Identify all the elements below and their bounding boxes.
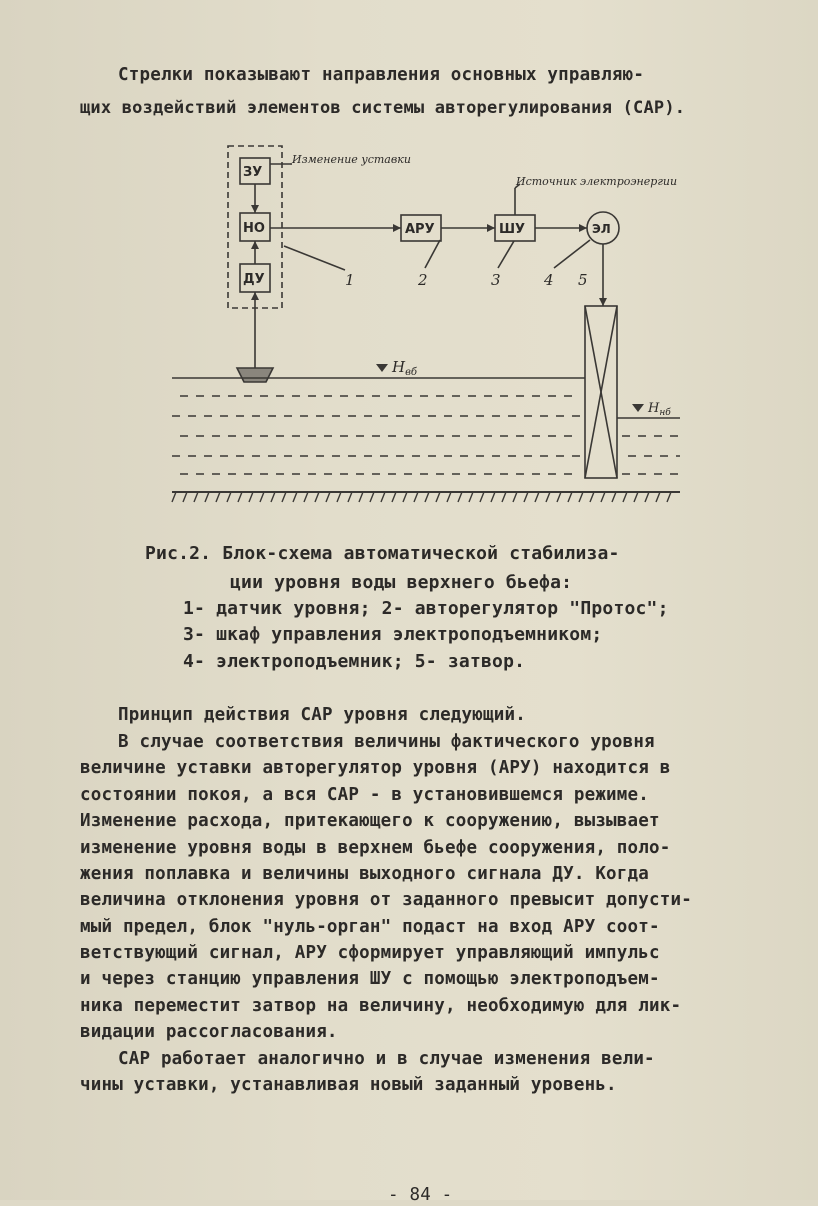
zu-label: ЗУ [243, 165, 263, 180]
ground-hatch-mark [623, 492, 627, 502]
ground-hatch-mark [392, 492, 396, 502]
ground-hatch-mark [513, 492, 517, 502]
ground-hatch-mark [656, 492, 660, 502]
page-number: - 84 - [388, 1185, 453, 1205]
ground-hatch-mark [579, 492, 583, 502]
caption-line-3: 1- датчик уровня; 2- авторегулятор "Протос"; [183, 598, 669, 619]
ground-hatch-mark [546, 492, 550, 502]
body-line-8: мый предел, блок "нуль-орган" подаст на вход АРУ соот- [80, 917, 660, 937]
ground-hatch-mark [216, 492, 220, 502]
float [237, 368, 273, 382]
ground-hatch-mark [227, 492, 231, 502]
ground-hatch-mark [183, 492, 187, 502]
el-label: ЭЛ [592, 222, 611, 236]
callout-2: 2 [418, 271, 428, 289]
callout-5: 5 [578, 271, 588, 289]
body-line-10: и через станцию управления ШУ с помощью электроподъем- [80, 969, 660, 989]
du-label: ДУ [243, 272, 265, 287]
callout-4: 4 [544, 271, 554, 289]
body-line-2: величине уставки авторегулятор уровня (АРУ) находится в [80, 758, 671, 778]
callout-1: 1 [345, 271, 355, 289]
caption-line-4: 3- шкаф управления электроподъемником; [183, 624, 603, 645]
ground-hatch-mark [447, 492, 451, 502]
ground-hatch-mark [370, 492, 374, 502]
body-line-13: САР работает аналогично и в случае изменения вели- [118, 1049, 655, 1069]
body-line-5: изменение уровня воды в верхнем бьефе сооружения, поло- [80, 838, 671, 858]
ground-hatch-mark [590, 492, 594, 502]
ground-hatch-mark [480, 492, 484, 502]
upper-level-label: $Н_{вб}$ [392, 358, 418, 378]
ground-hatch-mark [601, 492, 605, 502]
caption-line-1: Рис.2. Блок-схема автоматической стабилиза- [145, 543, 620, 564]
no-label: НО [243, 221, 265, 236]
ground-hatch-mark [326, 492, 330, 502]
ground-hatch-mark [381, 492, 385, 502]
ground-hatch-mark [348, 492, 352, 502]
ground-hatch-mark [535, 492, 539, 502]
ground-hatch-mark [469, 492, 473, 502]
ground-hatch-mark [293, 492, 297, 502]
callout-3: 3 [491, 271, 501, 289]
ground-hatch-mark [304, 492, 308, 502]
ground-hatch-mark [260, 492, 264, 502]
ground-hatch-mark [359, 492, 363, 502]
body-line-7: величина отклонения уровня от заданного превысит допусти- [80, 890, 692, 910]
body-line-9: ветствующий сигнал, АРУ сформирует управляющий импульс [80, 943, 660, 963]
body-line-11: ника переместит затвор на величину, необходимую для лик- [80, 996, 682, 1016]
ground-hatch-mark [414, 492, 418, 502]
ground-hatch-mark [634, 492, 638, 502]
caption-line-5: 4- электроподъемник; 5- затвор. [183, 651, 526, 672]
ground-hatch-mark [282, 492, 286, 502]
ground-hatch-mark [502, 492, 506, 502]
body-line-3: состоянии покоя, а вся САР - в установившемся режиме. [80, 785, 650, 805]
lower-level-label: $Н_{нб}$ [648, 401, 671, 418]
ground-hatch-mark [205, 492, 209, 502]
ground-hatch-mark [194, 492, 198, 502]
ground-hatch-mark [645, 492, 649, 502]
power-annotation: Источник электроэнергии [516, 175, 678, 188]
intro-line-1: Стрелки показывают направления основных управляю- [118, 65, 645, 85]
aru-label: АРУ [405, 222, 435, 237]
ground-hatch-mark [458, 492, 462, 502]
ground-hatch-mark [271, 492, 275, 502]
body-line-1: В случае соответствия величины фактического уровня [118, 732, 655, 752]
ground-hatch-mark [403, 492, 407, 502]
ground-hatch-mark [524, 492, 528, 502]
ground-hatch-mark [568, 492, 572, 502]
ground-hatch-mark [337, 492, 341, 502]
caption-line-2: ции уровня воды верхнего бьефа: [230, 572, 573, 593]
body-line-6: жения поплавка и величины выходного сигнала ДУ. Когда [80, 864, 650, 884]
ground-hatch-mark [436, 492, 440, 502]
body-line-14: чины уставки, устанавливая новый заданный уровень. [80, 1075, 617, 1095]
block-diagram [0, 0, 818, 540]
ground-hatch-mark [249, 492, 253, 502]
setpoint-annotation: Изменение уставки [292, 153, 411, 166]
intro-line-2: щих воздействий элементов системы авторегулирования (САР). [80, 98, 686, 118]
body-line-12: видации рассогласования. [80, 1022, 338, 1042]
body-heading: Принцип действия САР уровня следующий. [118, 705, 526, 725]
ground-hatch-mark [612, 492, 616, 502]
ground-hatch-mark [238, 492, 242, 502]
ground-hatch-mark [557, 492, 561, 502]
ground-hatch-mark [315, 492, 319, 502]
ground-hatch-mark [667, 492, 671, 502]
body-line-4: Изменение расхода, притекающего к сооружению, вызывает [80, 811, 660, 831]
shu-label: ШУ [499, 222, 526, 237]
ground-hatch-mark [425, 492, 429, 502]
ground-hatch-mark [491, 492, 495, 502]
ground-hatch-mark [172, 492, 176, 502]
